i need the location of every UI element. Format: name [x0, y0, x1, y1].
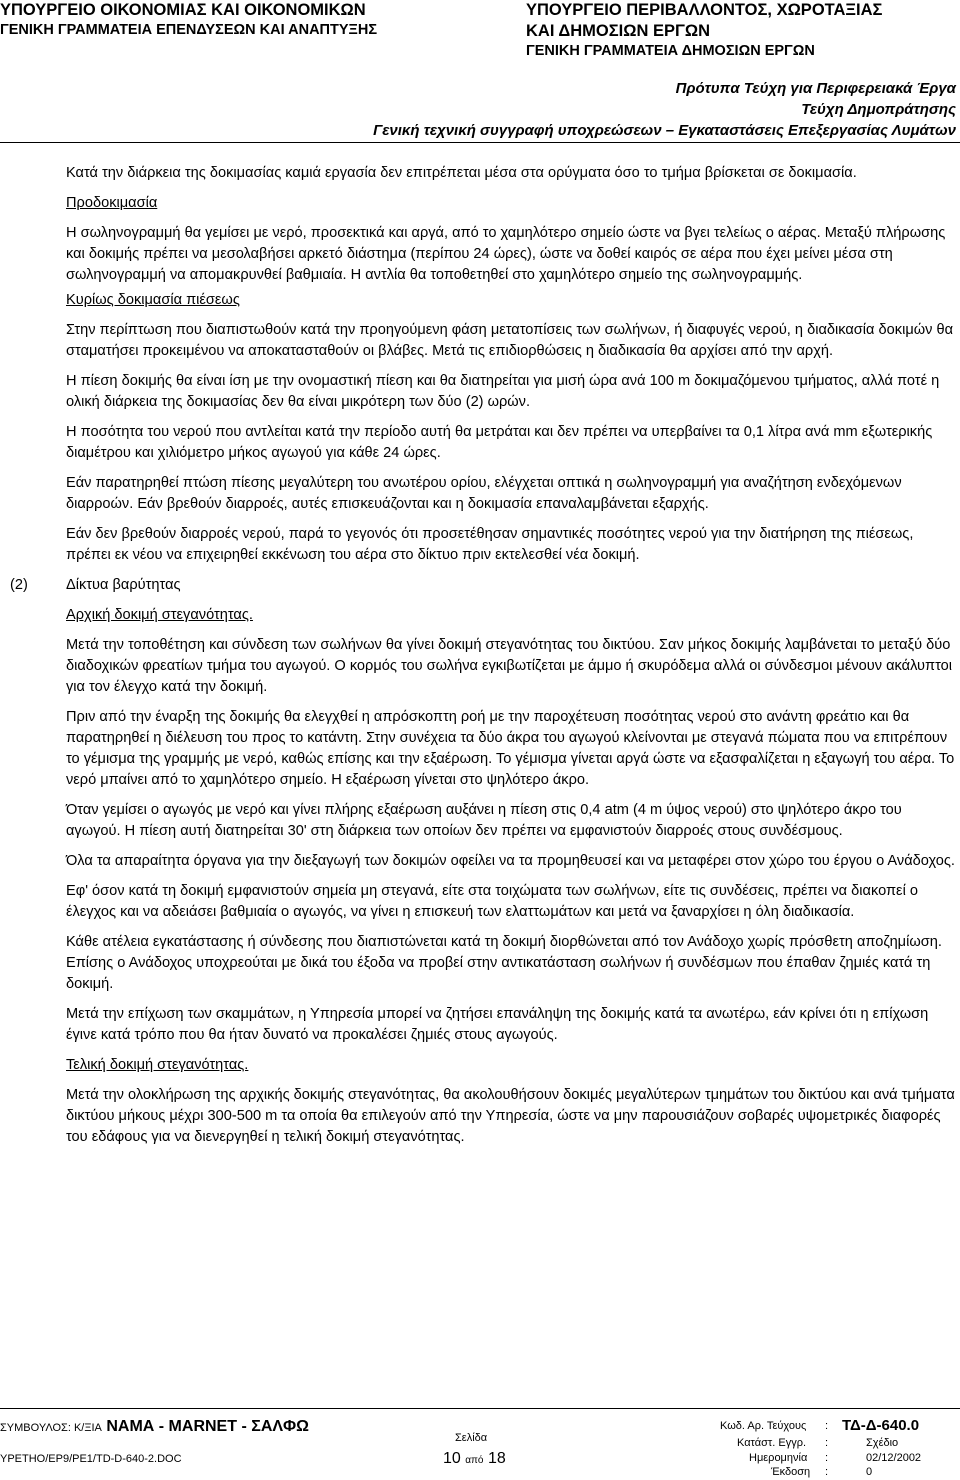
paragraph: Κατά την διάρκεια της δοκιμασίας καμιά εργασία δεν επιτρέπεται μέσα στα ορύγματα όσο το τμήμα βρίσκεται σε δοκιμασία. — [66, 165, 857, 181]
status-label: Κατάστ. Εγγρ. — [737, 1437, 807, 1449]
ministry-economy-title: ΥΠΟΥΡΓΕΙΟ ΟΙΚΟΝΟΜΙΑΣ ΚΑΙ ΟΙΚΟΝΟΜΙΚΩΝ — [0, 1, 366, 19]
subheading-final-test: Τελική δοκιμή στεγανότητας. — [66, 1057, 249, 1073]
paragraph: Εάν παρατηρηθεί πτώση πίεσης μεγαλύτερη του ανωτέρου ορίου, ελέγχεται οπτικά η σωληνογραμμή για αναζήτηση ενδεχόμενων διαρροών. Εάν βρεθούν διαρροές, αυτές επισκευάζονται και η δοκιμασία επαναλαμβάνεται εξαρχής. — [66, 475, 902, 512]
paragraph: Όταν γεμίσει ο αγωγός με νερό και γίνει πλήρης εξαέρωση αυξάνει η πίεση στις 0,4 atm (4 m ύψος νερού) στο ψηλότερο άκρο του αγωγού. Η πίεση αυτή διατηρείται 30' στη διάρκεια των οποίων δεν πρέπει να εμφανιστούν διαρροές στους συνδέσμους. — [66, 802, 902, 839]
secretariat-investment: ΓΕΝΙΚΗ ΓΡΑΜΜΑΤΕΙΑ ΕΠΕΝΔΥΣΕΩΝ ΚΑΙ ΑΝΑΠΤΥΞΗΣ — [0, 22, 378, 38]
doc-series-title: Πρότυπα Τεύχη για Περιφερειακά Έργα — [675, 80, 956, 97]
edition-label: Έκδοση — [771, 1466, 811, 1478]
paragraph: Πριν από την έναρξη της δοκιμής θα ελεγχθεί η απρόσκοπτη ροή με την παροχέτευση ποσότητας νερού στο ανάντη φρεάτιο και θα παρατηρηθεί η διέλευση του προς το κατάντη. Στην συνέχεια τα δύο άκρα του αγωγού κλείνονται με στεγανά πώματα που να επιτρέπουν το γέμισμα της γραμμής με νερό, καθώς επίσης και την εξαέρωση. Το γέμισμα γίνεται αργά ώστε να εξασφαλίζεται η εξαγωγή του αέρα. Το νερό μπαίνει από το χαμηλότερο σημείο. Η εξαέρωση γίνεται στο ψηλότερο άκρο. — [66, 709, 955, 788]
date-label: Ημερομηνία — [749, 1452, 808, 1464]
page-of: από — [465, 1455, 484, 1466]
page-counter — [443, 1450, 506, 1468]
consultant-name: ΝΑΜΑ - ΜΑRΝΕΤ - ΣΑΛΦΩ — [106, 1418, 309, 1435]
subheading-initial-test: Αρχική δοκιμή στεγανότητας. — [66, 607, 253, 623]
ministry-environment-title-2: ΚΑΙ ΔΗΜΟΣΙΩΝ ΕΡΓΩΝ — [526, 22, 711, 40]
page-number: 10 — [443, 1450, 461, 1467]
edition-sep: : — [825, 1466, 829, 1478]
footer-divider — [0, 1408, 960, 1409]
document-body — [10, 163, 960, 1148]
consultant-label: ΣΥΜΒΟΥΛΟΣ: Κ/ΞΙΑ — [0, 1422, 102, 1434]
paragraph: Κάθε ατέλεια εγκατάστασης ή σύνδεσης που διαπιστώνεται κατά τη δοκιμή διορθώνεται από τον Ανάδοχο χωρίς πρόσθετη αποζημίωση. Επίσης ο Ανάδοχος υποχρεούται με δικά του έξοδα να προβεί στην αντικατάσταση σωλήνων ή συνδέσμων που έπαθαν ζημιές κατά τη δοκιμή. — [66, 934, 942, 992]
secretariat-public-works: ΓΕΝΙΚΗ ΓΡΑΜΜΑΤΕΙΑ ΔΗΜΟΣΙΩΝ ΕΡΓΩΝ — [526, 43, 815, 59]
header-left — [0, 0, 377, 40]
ministry-environment-title-1: ΥΠΟΥΡΓΕΙΟ ΠΕΡΙΒΑΛΛΟΝΤΟΣ, ΧΩΡΟΤΑΞΙΑΣ — [526, 1, 883, 19]
section-title: Δίκτυα βαρύτητας — [66, 577, 181, 593]
header-right — [526, 0, 882, 61]
paragraph: Η σωληνογραμμή θα γεμίσει με νερό, προσεκτικά και αργά, από το χαμηλότερο σημείο ώστε να βγει τελείως ο αέρας. Μεταξύ πλήρωσης και δοκιμής πρέπει να μεσολαβήσει αρκετό διάστημα (περίπου 24 ώρες), ώστε να δοθεί καιρός σε αέρα που έχει μείνει μέσα στη σωληνογραμμή να απομακρυνθεί βαθμιαία. Η αντλία θα τοποθετηθεί στο χαμηλότερο σημείο της σωληνογραμμής. — [66, 225, 946, 283]
paragraph: Η πίεση δοκιμής θα είναι ίση με την ονομαστική πίεση και θα διατηρείται για μισή ώρα ανά 100 m δοκιμαζόμενου τμήματος, αλλά ποτέ η ολική διάρκεια της δοκιμασίας δεν θα είναι μικρότερη των δύο (2) ωρών. — [66, 373, 940, 410]
section-heading — [10, 575, 960, 596]
subheading-pressure-test: Κυρίως δοκιμασία πιέσεως — [66, 292, 240, 308]
code-value: ΤΔ-Δ-640.0 — [842, 1417, 920, 1434]
paragraph: Η ποσότητα του νερού που αντλείται κατά την περίοδο αυτή θα μετράται και δεν πρέπει να υπερβαίνει τα 0,1 λίτρα ανά mm εξωτερικής διαμέτρου και χιλιόμετρο μήκος αγωγού για κάθε 24 ώρες. — [66, 424, 933, 461]
doc-volume-title: Τεύχη Δημοπράτησης — [801, 101, 956, 118]
status-sep: : — [825, 1437, 829, 1449]
code-sep: : — [825, 1420, 829, 1432]
header-divider — [0, 142, 960, 143]
footer-file-path: ΥΡΕΤΗΟ/ΕΡ9/ΡΕ1/ΤD-D-640-2.DOC — [0, 1453, 182, 1465]
status-value: Σχέδιο — [866, 1437, 899, 1449]
paragraph: Στην περίπτωση που διαπιστωθούν κατά την προηγούμενη φάση μετατοπίσεις των σωλήνων, ή διαφυγές νερού, η διαδικασία δοκιμών θα σταματήσει προκειμένου να αποκατασταθούν οι βλάβες. Μετά τις επιδιορθώσεις η διαδικασία θα αρχίσει από την αρχή. — [66, 322, 954, 359]
paragraph: Μετά την τοποθέτηση και σύνδεση των σωλήνων θα γίνει δοκιμή στεγανότητας του δικτύου. Σαν μήκος δοκιμής λαμβάνεται το μεταξύ δύο διαδοχικών φρεατίων τμήμα του αγωγού. Ο κορμός του σωλήνα εγκιβωτίζεται με άμμο ή σκυρόδεμα αλλά οι σύνδεσμοι μένουν ακάλυπτοι για τον έλεγχο κατά την δοκιμή. — [66, 637, 952, 695]
date-value: 02/12/2002 — [866, 1452, 922, 1464]
doc-subject-title: Γενική τεχνική συγγραφή υποχρεώσεων – Εγκαταστάσεις Επεξεργασίας Λυμάτων — [373, 122, 956, 139]
paragraph: Μετά την ολοκλήρωση της αρχικής δοκιμής στεγανότητας, θα ακολουθήσουν δοκιμές μεγαλύτερων τμημάτων του δικτύου και ανά τμήματα δικτύου μήκους μέχρι 300-500 m τα οποία θα επιλεγούν από την Υπηρεσία, ώστε να μην παρουσιάζουν σοβαρές υψομετρικές διαφορές του εδάφους για να διενεργηθεί η τελική δοκιμή στεγανότητας. — [66, 1087, 955, 1145]
page-total: 18 — [487, 1450, 506, 1467]
code-label: Κωδ. Αρ. Τεύχους — [720, 1420, 807, 1432]
edition-value: 0 — [866, 1466, 873, 1478]
date-sep: : — [825, 1452, 829, 1464]
page-label: Σελίδα — [455, 1432, 488, 1444]
paragraph: Μετά την επίχωση των σκαμμάτων, η Υπηρεσία μπορεί να ζητήσει επανάληψη της δοκιμής κατά τα ανωτέρω, εάν κρίνει ότι η επίχωση έγινε κατά τρόπο που θα ήταν δυνατό να προκαλέσει ζημιές στους αγωγούς. — [66, 1006, 929, 1043]
paragraph: Εφ' όσον κατά τη δοκιμή εμφανιστούν σημεία μη στεγανά, είτε στα τοιχώματα των σωλήνων, είτε τις συνδέσεις, πρέπει να διακοπεί ο έλεγχος και να αδειάσει βαθμιαία ο αγωγός, να γίνει η επισκευή των ελαττωμάτων και μετά να ξαναρχίσει η όλη διαδικασία. — [66, 883, 918, 920]
document-title-block — [373, 78, 956, 141]
paragraph: Όλα τα απαραίτητα όργανα για την διεξαγωγή των δοκιμών οφείλει να τα προμηθευσεί και να μεταφέρει στον χώρο του έργου ο Ανάδοχος. — [66, 853, 955, 869]
paragraph: Εάν δεν βρεθούν διαρροές νερού, παρά το γεγονός ότι προσετέθησαν σημαντικές ποσότητες νερού για την διατήρηση της πιέσεως, πρέπει εκ νέου να επιχειρηθεί εκκένωση του αέρα στο δίκτυο πριν εκτελεσθεί νέα δοκιμή. — [66, 526, 914, 563]
footer-consultant — [0, 1418, 309, 1436]
subheading-pretest: Προδοκιμασία — [66, 195, 158, 211]
section-number: (2) — [10, 577, 28, 593]
